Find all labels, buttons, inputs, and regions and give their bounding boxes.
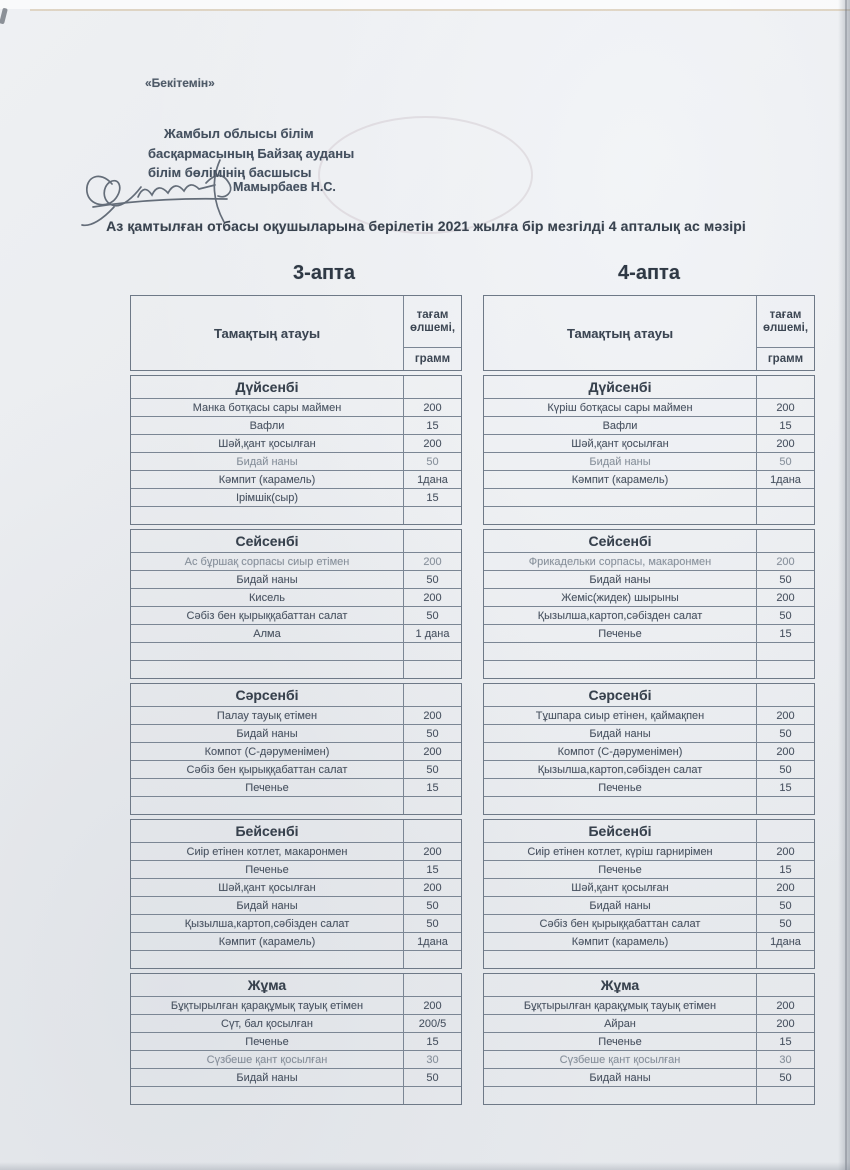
dish-row bbox=[131, 624, 461, 642]
day-name: Дүйсенбі bbox=[131, 376, 404, 398]
dish-qty: 50 bbox=[779, 899, 792, 912]
dish-qty: 50 bbox=[426, 899, 439, 912]
dish-qty: 15 bbox=[426, 491, 439, 504]
empty-qty-cell bbox=[757, 797, 814, 814]
org-line: басқармасының Байзақ ауданы bbox=[148, 145, 355, 161]
dish-name: Қызылша,картоп,сәбізден салат bbox=[484, 761, 757, 778]
dish-name: Сиір етінен котлет, күріш гарнирімен bbox=[484, 843, 757, 860]
dish-qty: 50 bbox=[779, 455, 792, 468]
dish-qty: 200 bbox=[776, 709, 795, 722]
dish-qty: 200 bbox=[423, 709, 442, 722]
dish-row bbox=[484, 842, 814, 860]
day-header-row bbox=[484, 376, 814, 398]
empty-row bbox=[484, 1086, 814, 1104]
dish-name: Бидай наны bbox=[131, 453, 404, 470]
day-section bbox=[483, 819, 815, 969]
dish-name-header: Тамақтың атауы bbox=[484, 296, 757, 370]
dish-row bbox=[131, 706, 461, 724]
dish-name: Бидай наны bbox=[484, 571, 757, 588]
empty-row bbox=[131, 950, 461, 968]
dish-name: Бидай наны bbox=[131, 1069, 404, 1086]
empty-qty-cell bbox=[757, 951, 814, 968]
day-header-row bbox=[131, 376, 461, 398]
table-header-row bbox=[484, 296, 814, 370]
dish-qty: 200 bbox=[423, 401, 442, 414]
approver-name: Мамырбаев Н.С. bbox=[233, 180, 336, 194]
dish-name: Бидай наны bbox=[484, 725, 757, 742]
day-section bbox=[130, 973, 462, 1105]
day-name: Бейсенбі bbox=[484, 820, 757, 842]
day-name: Сейсенбі bbox=[131, 530, 404, 552]
dish-name: Ас бұршақ сорпасы сиыр етімен bbox=[131, 553, 404, 570]
dish-qty: 200 bbox=[423, 845, 442, 858]
dish-qty: 30 bbox=[779, 1053, 792, 1066]
dish-name: Печенье bbox=[484, 625, 757, 642]
day-section bbox=[483, 973, 815, 1105]
dish-qty: 15 bbox=[426, 1035, 439, 1048]
dish-qty: 50 bbox=[426, 455, 439, 468]
empty-qty-cell bbox=[404, 661, 461, 678]
dish-row bbox=[131, 742, 461, 760]
day-header-qty-cell bbox=[404, 974, 461, 996]
empty-qty-cell bbox=[404, 507, 461, 524]
dish-name: Бидай наны bbox=[484, 897, 757, 914]
dish-name: Бидай наны bbox=[484, 1069, 757, 1086]
day-name: Сейсенбі bbox=[484, 530, 757, 552]
day-section bbox=[130, 529, 462, 679]
dish-qty: 200 bbox=[423, 591, 442, 604]
empty-name-cell bbox=[484, 951, 757, 968]
empty-row bbox=[131, 796, 461, 814]
day-header-row bbox=[131, 530, 461, 552]
dish-name: Сүзбеше қант қосылған bbox=[131, 1051, 404, 1068]
dish-name: Кәмпит (карамель) bbox=[131, 933, 404, 950]
dish-qty: 50 bbox=[426, 609, 439, 622]
dish-row bbox=[484, 434, 814, 452]
dish-row bbox=[131, 1068, 461, 1086]
dish-name: Компот (С-дәруменімен) bbox=[131, 743, 404, 760]
empty-qty-cell bbox=[404, 797, 461, 814]
day-header-row bbox=[484, 974, 814, 996]
dish-qty: 50 bbox=[426, 573, 439, 586]
dish-row bbox=[484, 742, 814, 760]
dish-row bbox=[131, 606, 461, 624]
dish-qty: 200 bbox=[423, 745, 442, 758]
dish-name: Печенье bbox=[484, 1033, 757, 1050]
day-name: Сәрсенбі bbox=[484, 684, 757, 706]
dish-qty: 200 bbox=[776, 745, 795, 758]
empty-row bbox=[484, 796, 814, 814]
dish-row bbox=[484, 914, 814, 932]
empty-name-cell bbox=[484, 661, 757, 678]
dish-qty: 15 bbox=[426, 863, 439, 876]
week-title: 3-апта bbox=[293, 262, 355, 284]
dish-name: Кисель bbox=[131, 589, 404, 606]
dish-qty: 15 bbox=[779, 863, 792, 876]
measure-header-cell bbox=[757, 296, 814, 370]
dish-name: Кәмпит (карамель) bbox=[131, 471, 404, 488]
dish-qty: 200 bbox=[423, 999, 442, 1012]
day-header-row bbox=[484, 820, 814, 842]
scan-right-edge-shadow bbox=[838, 0, 850, 1170]
measure-header: тағам өлшемі, bbox=[404, 296, 461, 348]
day-header-qty-cell bbox=[757, 376, 814, 398]
dish-name: Бұқтырылған қарақұмық тауық етімен bbox=[131, 997, 404, 1014]
dish-qty: 200 bbox=[776, 1017, 795, 1030]
dish-name: Сиір етінен котлет, макаронмен bbox=[131, 843, 404, 860]
scan-corner-artifact bbox=[0, 8, 8, 25]
day-header-qty-cell bbox=[757, 530, 814, 552]
dish-qty: 200 bbox=[776, 591, 795, 604]
day-name: Сәрсенбі bbox=[131, 684, 404, 706]
empty-qty-cell bbox=[404, 1087, 461, 1104]
unit-header: грамм bbox=[414, 352, 451, 365]
day-section bbox=[483, 683, 815, 815]
dish-qty: 15 bbox=[426, 781, 439, 794]
scan-right-edge-line bbox=[845, 0, 847, 1170]
dish-row bbox=[484, 398, 814, 416]
menu-table bbox=[130, 295, 462, 1105]
dish-qty: 1дана bbox=[417, 935, 448, 948]
dish-qty: 200 bbox=[776, 437, 795, 450]
empty-row bbox=[131, 660, 461, 678]
scan-top-edge bbox=[0, 0, 850, 9]
dish-qty: 15 bbox=[779, 419, 792, 432]
dish-row bbox=[131, 760, 461, 778]
dish-name: Бидай наны bbox=[131, 725, 404, 742]
dish-row bbox=[484, 606, 814, 624]
dish-name: Ірімшік(сыр) bbox=[131, 489, 404, 506]
dish-qty: 200 bbox=[776, 555, 795, 568]
dish-row bbox=[484, 1068, 814, 1086]
day-header-row bbox=[484, 530, 814, 552]
dish-qty: 1 дана bbox=[415, 627, 450, 640]
dish-row bbox=[131, 878, 461, 896]
dish-qty: 30 bbox=[426, 1053, 439, 1066]
dish-name: Сәбіз бен қырыққабаттан салат bbox=[131, 607, 404, 624]
empty-qty-cell bbox=[757, 643, 814, 660]
day-name: Жұма bbox=[484, 974, 757, 996]
dish-row bbox=[484, 1050, 814, 1068]
empty-row bbox=[484, 660, 814, 678]
week-4-section bbox=[483, 262, 815, 1109]
dish-qty: 200 bbox=[776, 881, 795, 894]
dish-qty: 50 bbox=[426, 763, 439, 776]
day-header-qty-cell bbox=[757, 820, 814, 842]
dish-row bbox=[484, 778, 814, 796]
dish-row bbox=[131, 398, 461, 416]
empty-qty-cell bbox=[757, 1087, 814, 1104]
dish-name: Кәмпит (карамель) bbox=[484, 471, 757, 488]
day-header-row bbox=[131, 684, 461, 706]
dish-row bbox=[484, 996, 814, 1014]
day-header-qty-cell bbox=[404, 820, 461, 842]
unit-header: грамм bbox=[767, 352, 804, 365]
dish-qty: 50 bbox=[779, 1071, 792, 1084]
dish-row bbox=[484, 896, 814, 914]
empty-row bbox=[484, 642, 814, 660]
dish-qty: 50 bbox=[779, 917, 792, 930]
menu-table bbox=[483, 295, 815, 1105]
dish-row bbox=[484, 452, 814, 470]
dish-row bbox=[484, 706, 814, 724]
dish-row bbox=[484, 416, 814, 434]
table-header-row bbox=[131, 296, 461, 370]
empty-qty-cell bbox=[404, 951, 461, 968]
empty-row bbox=[484, 506, 814, 524]
dish-row bbox=[484, 624, 814, 642]
dish-row bbox=[131, 724, 461, 742]
day-name: Бейсенбі bbox=[131, 820, 404, 842]
empty-qty-cell bbox=[757, 661, 814, 678]
dish-row bbox=[131, 470, 461, 488]
dish-qty: 1дана bbox=[417, 473, 448, 486]
week-3-section bbox=[130, 262, 462, 1109]
dish-qty: 200 bbox=[423, 437, 442, 450]
day-header-row bbox=[484, 684, 814, 706]
dish-qty: 50 bbox=[779, 609, 792, 622]
dish-row bbox=[484, 1014, 814, 1032]
dish-row bbox=[484, 570, 814, 588]
dish-row bbox=[131, 452, 461, 470]
dish-row bbox=[484, 470, 814, 488]
dish-row bbox=[131, 416, 461, 434]
day-header-qty-cell bbox=[404, 530, 461, 552]
dish-qty: 200 bbox=[776, 999, 795, 1012]
empty-name-cell bbox=[484, 489, 757, 506]
dish-name: Айран bbox=[484, 1015, 757, 1032]
dish-name: Печенье bbox=[131, 1033, 404, 1050]
dish-row bbox=[131, 932, 461, 950]
dish-row bbox=[484, 878, 814, 896]
empty-row bbox=[131, 1086, 461, 1104]
dish-qty: 15 bbox=[779, 627, 792, 640]
day-header-qty-cell bbox=[757, 684, 814, 706]
dish-row bbox=[131, 1014, 461, 1032]
dish-qty: 50 bbox=[426, 917, 439, 930]
day-section bbox=[130, 375, 462, 525]
dish-name: Печенье bbox=[131, 861, 404, 878]
table-header-block bbox=[130, 295, 462, 371]
dish-name: Жеміс(жидек) шырыны bbox=[484, 589, 757, 606]
empty-name-cell bbox=[131, 951, 404, 968]
empty-name-cell bbox=[484, 797, 757, 814]
document-title: Аз қамтылған отбасы оқушыларына берілетін 2021 жылға бір мезгілді 4 апталық ас мәзірі bbox=[106, 218, 746, 234]
dish-name: Манка ботқасы сары маймен bbox=[131, 399, 404, 416]
dish-qty: 15 bbox=[426, 419, 439, 432]
empty-name-cell bbox=[484, 1087, 757, 1104]
dish-name: Шәй,қант қосылған bbox=[131, 879, 404, 896]
dish-name: Сәбіз бен қырыққабаттан салат bbox=[484, 915, 757, 932]
empty-name-cell bbox=[131, 1087, 404, 1104]
dish-qty: 1дана bbox=[770, 473, 801, 486]
dish-qty: 200 bbox=[776, 401, 795, 414]
empty-qty-cell bbox=[757, 489, 814, 506]
empty-name-cell bbox=[484, 643, 757, 660]
dish-name: Компот (С-дәруменімен) bbox=[484, 743, 757, 760]
dish-qty: 200 bbox=[423, 881, 442, 894]
scan-bottom-edge-shadow bbox=[0, 1162, 850, 1170]
dish-qty: 50 bbox=[779, 573, 792, 586]
dish-row bbox=[131, 434, 461, 452]
dish-name: Сүт, бал қосылған bbox=[131, 1015, 404, 1032]
dish-name: Фрикадельки сорпасы, макаронмен bbox=[484, 553, 757, 570]
empty-name-cell bbox=[131, 643, 404, 660]
day-section bbox=[483, 375, 815, 525]
dish-row bbox=[131, 996, 461, 1014]
dish-name: Шәй,қант қосылған bbox=[484, 879, 757, 896]
dish-qty: 200 bbox=[776, 845, 795, 858]
dish-qty: 15 bbox=[779, 781, 792, 794]
dish-row bbox=[484, 724, 814, 742]
week-title: 4-апта bbox=[618, 262, 680, 284]
dish-row bbox=[131, 914, 461, 932]
dish-qty: 50 bbox=[779, 763, 792, 776]
dish-name: Печенье bbox=[484, 861, 757, 878]
dish-qty: 15 bbox=[779, 1035, 792, 1048]
dish-name-header: Тамақтың атауы bbox=[131, 296, 404, 370]
dish-row bbox=[131, 778, 461, 796]
dish-row bbox=[131, 1032, 461, 1050]
empty-qty-cell bbox=[404, 643, 461, 660]
table-header-block bbox=[483, 295, 815, 371]
day-name: Дүйсенбі bbox=[484, 376, 757, 398]
empty-row bbox=[131, 506, 461, 524]
dish-name: Палау тауық етімен bbox=[131, 707, 404, 724]
dish-row bbox=[484, 932, 814, 950]
org-line: Жамбыл облысы білім bbox=[164, 126, 314, 141]
dish-name: Вафли bbox=[484, 417, 757, 434]
dish-name: Бидай наны bbox=[131, 571, 404, 588]
dish-row bbox=[131, 570, 461, 588]
day-header-qty-cell bbox=[404, 376, 461, 398]
scan-top-edge-line bbox=[30, 9, 850, 11]
empty-name-cell bbox=[131, 507, 404, 524]
measure-header-cell bbox=[404, 296, 461, 370]
official-stamp-outline bbox=[318, 116, 533, 234]
dish-row bbox=[131, 896, 461, 914]
dish-qty: 1дана bbox=[770, 935, 801, 948]
dish-row bbox=[484, 760, 814, 778]
day-header-qty-cell bbox=[757, 974, 814, 996]
approval-label: «Бекітемін» bbox=[145, 76, 215, 90]
dish-name: Бидай наны bbox=[131, 897, 404, 914]
empty-row bbox=[484, 950, 814, 968]
day-name: Жұма bbox=[131, 974, 404, 996]
day-section bbox=[483, 529, 815, 679]
dish-name: Шәй,қант қосылған bbox=[131, 435, 404, 452]
dish-row bbox=[484, 860, 814, 878]
dish-name: Қызылша,картоп,сәбізден салат bbox=[131, 915, 404, 932]
dish-row bbox=[131, 842, 461, 860]
dish-name: Печенье bbox=[131, 779, 404, 796]
dish-name: Кәмпит (карамель) bbox=[484, 933, 757, 950]
dish-row bbox=[131, 1050, 461, 1068]
day-header-qty-cell bbox=[404, 684, 461, 706]
dish-name: Қызылша,картоп,сәбізден салат bbox=[484, 607, 757, 624]
dish-name: Печенье bbox=[484, 779, 757, 796]
dish-qty: 200 bbox=[423, 555, 442, 568]
dish-qty: 50 bbox=[779, 727, 792, 740]
dish-row bbox=[484, 588, 814, 606]
dish-qty: 50 bbox=[426, 727, 439, 740]
empty-name-cell bbox=[484, 507, 757, 524]
dish-name: Шәй,қант қосылған bbox=[484, 435, 757, 452]
day-header-row bbox=[131, 820, 461, 842]
day-header-row bbox=[131, 974, 461, 996]
day-section bbox=[130, 819, 462, 969]
empty-row bbox=[131, 642, 461, 660]
dish-name: Бидай наны bbox=[484, 453, 757, 470]
dish-name: Сәбіз бен қырыққабаттан салат bbox=[131, 761, 404, 778]
dish-name: Бұқтырылған қарақұмық тауық етімен bbox=[484, 997, 757, 1014]
measure-header: тағам өлшемі, bbox=[757, 296, 814, 348]
dish-row bbox=[131, 552, 461, 570]
dish-row bbox=[131, 488, 461, 506]
dish-row bbox=[484, 552, 814, 570]
org-line: білім бөлімінің басшысы bbox=[148, 165, 312, 180]
empty-row bbox=[484, 488, 814, 506]
empty-name-cell bbox=[131, 661, 404, 678]
day-section bbox=[130, 683, 462, 815]
empty-name-cell bbox=[131, 797, 404, 814]
dish-name: Тұшпара сиыр етінен, қаймақпен bbox=[484, 707, 757, 724]
dish-name: Алма bbox=[131, 625, 404, 642]
dish-name: Сүзбеше қант қосылған bbox=[484, 1051, 757, 1068]
dish-row bbox=[131, 860, 461, 878]
dish-qty: 50 bbox=[426, 1071, 439, 1084]
dish-name: Күріш ботқасы сары маймен bbox=[484, 399, 757, 416]
dish-qty: 200/5 bbox=[418, 1017, 447, 1030]
dish-name: Вафли bbox=[131, 417, 404, 434]
dish-row bbox=[131, 588, 461, 606]
empty-qty-cell bbox=[757, 507, 814, 524]
dish-row bbox=[484, 1032, 814, 1050]
